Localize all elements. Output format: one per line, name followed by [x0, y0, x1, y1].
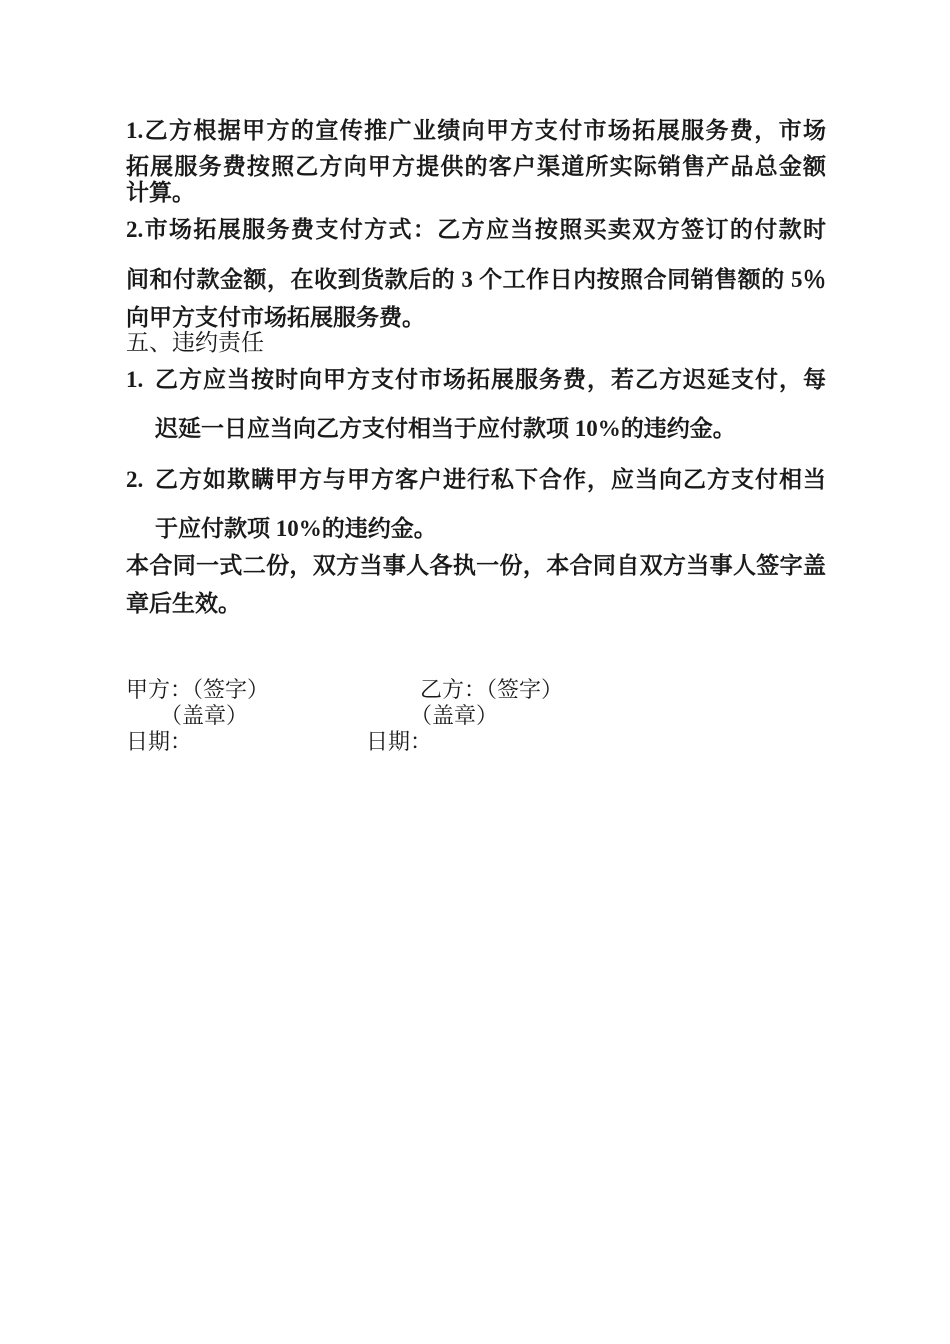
party-a-signature: 甲方：（签字）: [126, 677, 270, 702]
item-2-line-1: 乙方如欺瞒甲方与甲方客户进行私下合作，应当向乙方支付相当: [155, 467, 826, 492]
party-b-date: 日期：: [366, 729, 433, 754]
item-1-number: 1.: [126, 367, 144, 392]
party-a-date: 日期：: [126, 729, 193, 754]
clause-1-line-2: 拓展服务费按照乙方向甲方提供的客户渠道所实际销售产品总金额: [126, 154, 826, 179]
item-1-line-2: 迟延一日应当向乙方支付相当于应付款项 10%的违约金。: [155, 416, 736, 441]
item-1-line-1: 乙方应当按时向甲方支付市场拓展服务费，若乙方迟延支付，每: [155, 367, 826, 392]
item-2-number: 2.: [126, 467, 144, 492]
clause-2-line-1: 2.市场拓展服务费支付方式：乙方应当按照买卖双方签订的付款时: [126, 217, 826, 242]
section-heading: 五、违约责任: [126, 330, 264, 355]
item-2-line-2: 于应付款项 10%的违约金。: [155, 516, 437, 541]
party-b-seal: （盖章）: [410, 703, 499, 728]
clause-2-line-2: 间和付款金额，在收到货款后的 3 个工作日内按照合同销售额的 5％: [126, 267, 826, 292]
party-a-seal: （盖章）: [160, 703, 249, 728]
closing-line-2: 章后生效。: [126, 591, 241, 616]
clause-2-line-3: 向甲方支付市场拓展服务费。: [126, 305, 425, 330]
clause-1-line-1: 1.乙方根据甲方的宣传推广业绩向甲方支付市场拓展服务费，市场: [126, 118, 826, 143]
closing-line-1: 本合同一式二份，双方当事人各执一份，本合同自双方当事人签字盖: [126, 553, 826, 578]
party-b-signature: 乙方：（签字）: [420, 677, 564, 702]
clause-1-line-3: 计算。: [126, 180, 195, 205]
